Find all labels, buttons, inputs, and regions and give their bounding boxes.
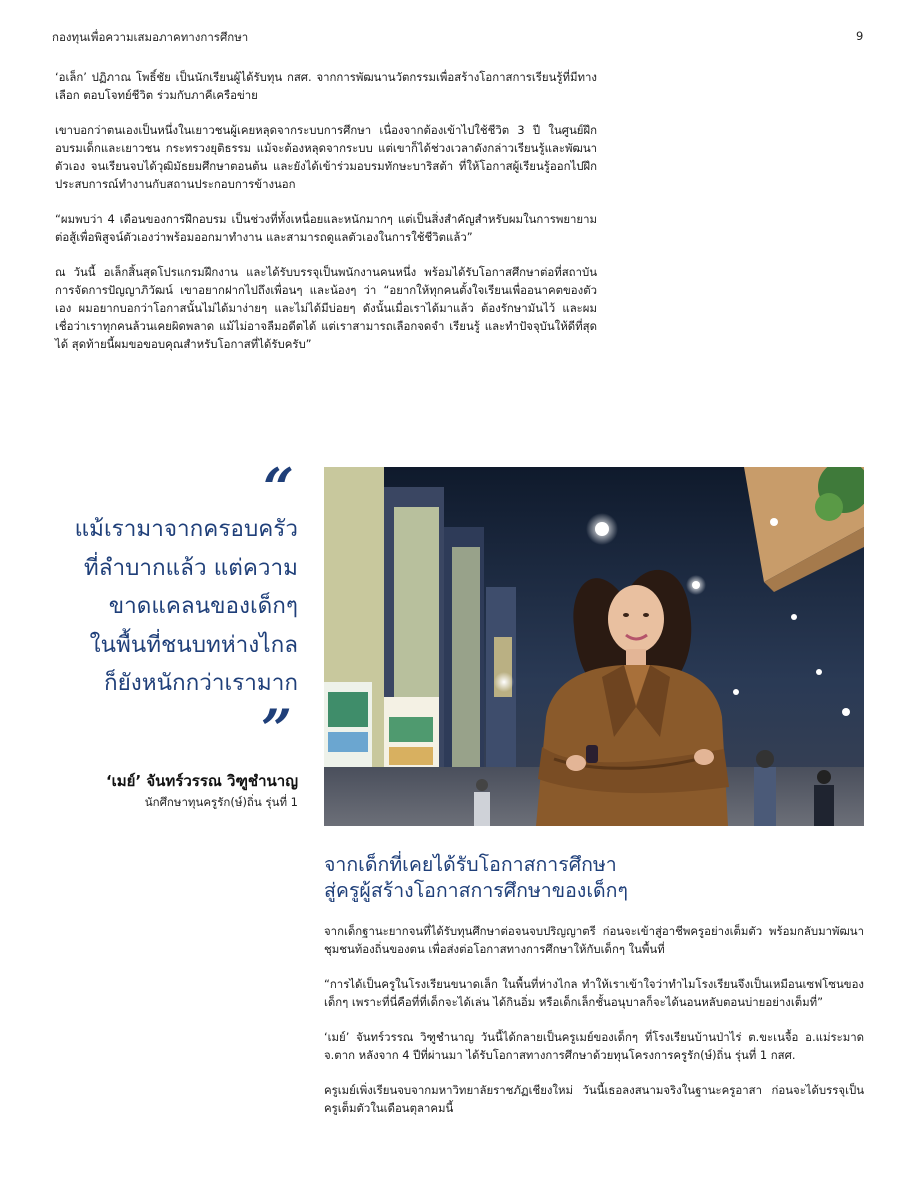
page-number: 9: [856, 29, 864, 43]
paragraph: ครูเมย์เพิ่งเรียนจบจากมหาวิทยาลัยราชภัฏเชียงใหม่ วันนี้เธอลงสนามจริงในฐานะครูอาสา ก่อนจะได้บรรจุเป็นครูเต็มตัวในเดือนตุลาคมนี้: [324, 1083, 864, 1115]
paragraph: ‘อเล็ก’ ปฏิภาณ โพธิ์ชัย เป็นนักเรียนผู้ได้รับทุน กสศ. จากการพัฒนานวัตกรรมเพื่อสร้างโอกาสการเรียนรู้ที่มีทางเลือก ตอบโจทย์ชีวิต ร่วมกับภาคีเครือข่าย: [55, 70, 597, 102]
pull-quote-line: ที่ลำบากแล้ว แต่ความ: [83, 554, 298, 581]
paragraph: จากเด็กฐานะยากจนที่ได้รับทุนศึกษาต่อจนจบปริญญาตรี ก่อนจะเข้าสู่อาชีพครูอย่างเต็มตัว พร้อมกลับมาพัฒนาชุมชนท้องถิ่นของตน เพื่อส่งต่อโอกาสทางการศึกษาให้กับเด็กๆ ในพื้นที่: [324, 924, 864, 956]
pull-quote-line: ก็ยังหนักกว่าเรามาก: [103, 670, 298, 696]
quote-author: ‘เมย์’ จันทร์วรรณ วิฑูชำนาญ: [105, 771, 298, 790]
paragraph: เขาบอกว่าตนเองเป็นหนึ่งในเยาวชนผู้เคยหลุดจากระบบการศึกษา เนื่องจากต้องเข้าไปใช้ชีวิต 3 ปี ในศูนย์ฝึกอบรมเด็กและเยาวชน กระทรวงยุติธรรม แม้จะต้องหลุดจากระบบ แต่เขาก็ได้ช่วงเวลาดังกล่าวเรียนรู้และพัฒนาตัวเอง จนเรียนจบได้วุฒิมัธยมศึกษาตอนต้น และยังได้เข้าร่วมอบรมทักษะบาริสต้า ที่ให้โอกาสผู้เรียนรู้ออกไปฝึกประสบการณ์ทำงานกับสถานประกอบการข้างนอก: [55, 123, 597, 191]
pull-quote-line: ขาดแคลนของเด็กๆ: [108, 593, 298, 619]
pull-quote-line: แม้เรามาจากครอบครัว: [74, 516, 298, 542]
section-heading-line: จากเด็กที่เคยได้รับโอกาสการศึกษา: [324, 853, 617, 876]
portrait-photo-illustration: [324, 467, 864, 826]
section-body-text: [324, 922, 864, 1134]
paragraph: “ผมพบว่า 4 เดือนของการฝึกอบรม เป็นช่วงที่ทั้งเหนื่อยและหนักมากๆ แต่เป็นสิ่งสำคัญสำหรับผมในการพยายามต่อสู้เพื่อพิสูจน์ตัวเองว่าพร้อมออกมาทำงาน และสามารถดูแลตัวเองในการใช้ชีวิตแล้ว”: [55, 212, 597, 244]
section-heading-line: สู่ครูผู้สร้างโอกาสการศึกษาของเด็กๆ: [324, 879, 628, 902]
running-header: กองทุนเพื่อความเสมอภาคทางการศึกษา: [52, 30, 249, 44]
close-quote-mark: ”: [260, 696, 292, 761]
paragraph: “การได้เป็นครูในโรงเรียนขนาดเล็ก ในพื้นที่ห่างไกล ทำให้เราเข้าใจว่าทำไมโรงเรียนจึงเป็นเหมือนเซฟโซนของเด็กๆ เพราะที่นี่คือที่ที่เด็กจะได้เล่น ได้กินอิ่ม หรือเด็กเล็กชั้นอนุบาลก็จะได้นอนหลับตอนบ่ายอย่างเต็มที่”: [324, 977, 864, 1009]
section-heading: [324, 852, 864, 904]
quote-author-role: นักศึกษาทุนครูรัก(ษ์)ถิ่น รุ่นที่ 1: [144, 794, 298, 809]
open-quote-mark: “: [262, 456, 294, 520]
portrait-photo: [324, 467, 864, 826]
paragraph: ณ วันนี้ อเล็กสิ้นสุดโปรแกรมฝึกงาน และได้รับบรรจุเป็นพนักงานคนหนึ่ง พร้อมได้รับโอกาสศึกษาต่อที่สถาบันการจัดการปัญญาภิวัฒน์ เขาอยากฝากไปถึงเพื่อนๆ และน้องๆ ว่า “อยากให้ทุกคนตั้งใจเรียนเพื่ออนาคตของตัวเอง ผมอยากบอกว่าโอกาสนั้นไม่ได้มาง่ายๆ และไม่ได้มีบ่อยๆ ดังนั้นเมื่อเราได้มาแล้ว ต้องรักษามันไว้ และผมเชื่อว่าเราทุกคนล้วนเคยผิดพลาด แม้ไม่อาจลืมอดีตได้ แต่เราสามารถเลือกจดจำ เรียนรู้ และทำปัจจุบันให้ดีที่สุดได้ สุดท้ายนี้ผมขอขอบคุณสำหรับโอกาสที่ได้รับครับ”: [55, 265, 597, 351]
pull-quote-text: [30, 510, 298, 703]
pull-quote-line: ในพื้นที่ชนบทห่างไกล: [89, 631, 298, 658]
story-top-text: [55, 68, 597, 370]
paragraph: ‘เมย์’ จันทร์วรรณ วิฑูชำนาญ วันนี้ได้กลายเป็นครูเมย์ของเด็กๆ ที่โรงเรียนบ้านป่าไร่ ต.ขะเนจื้อ อ.แม่ระมาด จ.ตาก หลังจาก 4 ปีที่ผ่านมา ได้รับโอกาสทางการศึกษาด้วยทุนโครงการครูรัก(ษ์)ถิ่น รุ่นที่ 1 กสศ.: [324, 1030, 864, 1062]
pull-quote: [30, 456, 298, 812]
